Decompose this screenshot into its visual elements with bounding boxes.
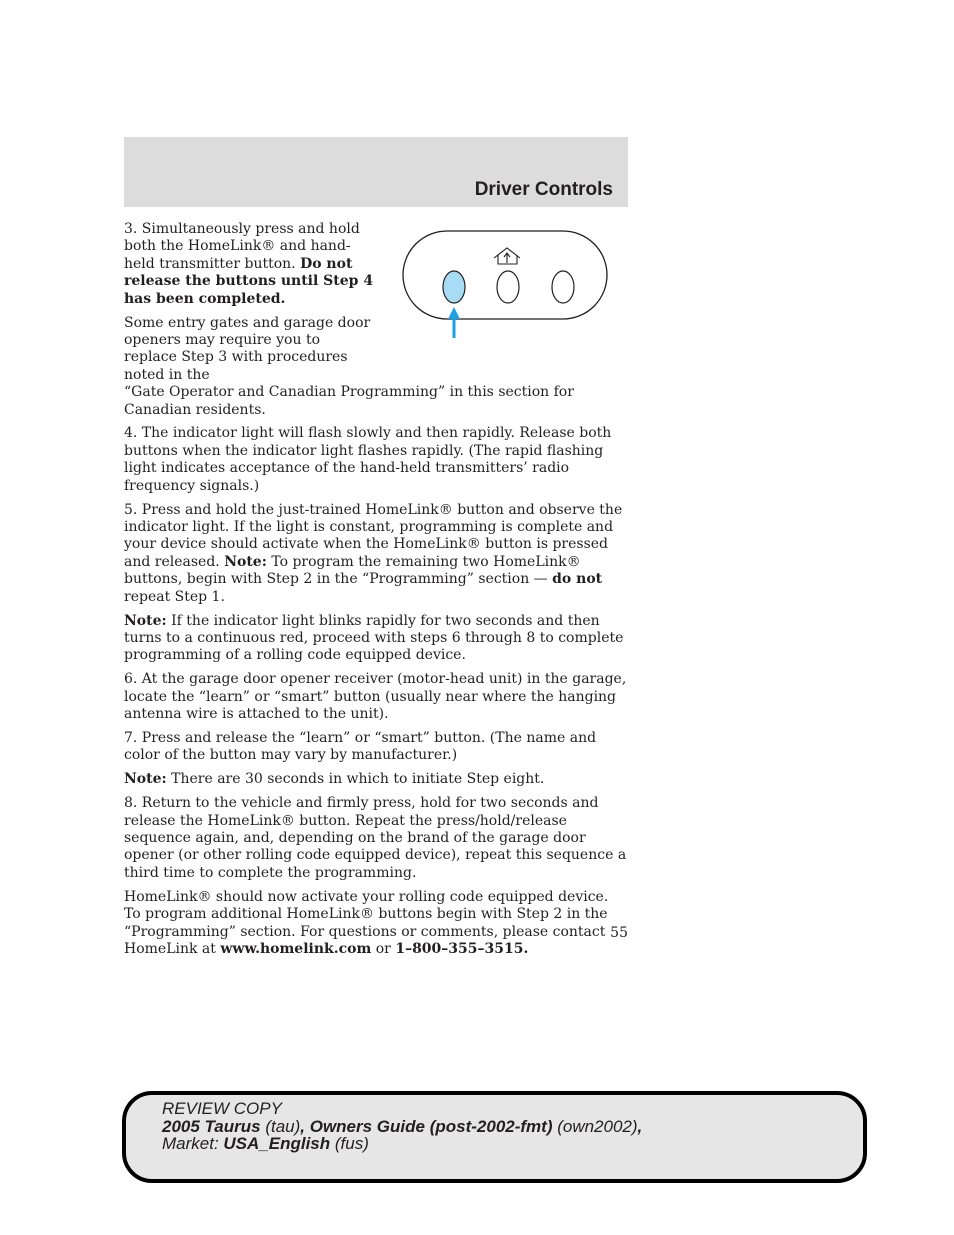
step-7: 7. Press and release the “learn” or “smart” button. (The name and color of the button may vary by manufacturer.) (124, 729, 597, 764)
step-3-note: Some entry gates and garage door openers may require you to replace Step 3 with procedures noted in the “Gate Operator and Canadian Programming” in this section for Canadian residents. (124, 314, 574, 418)
footer-market-line: Market: USA_English (fus) (162, 1134, 369, 1153)
step-4: 4. The indicator light will flash slowly and then rapidly. Release both buttons when the indicator light flashes rapidly. (The rapid flashing light indicates acceptance of the hand-held transmitters’ radio frequency signals.) (124, 425, 612, 494)
section-title: Driver Controls (474, 179, 613, 200)
note-blink: Note: If the indicator light blinks rapidly for two seconds and then turns to a continuous red, proceed with steps 6 through 8 to complete programming of a rolling code equipped device. (124, 612, 624, 664)
step-8: 8. Return to the vehicle and firmly press, hold for two seconds and release the HomeLink® button. Repeat the press/hold/release sequence again, and, depending on the brand of the garage door opener (or other rolling code equipped device), repeat this sequence a third time to complete the programming. (124, 795, 627, 881)
review-copy-label: REVIEW COPY (162, 1099, 282, 1118)
header-band (124, 137, 628, 207)
step-6: 6. At the garage door opener receiver (motor-head unit) in the garage, locate the “learn” or “smart” button (usually near where the hanging antenna wire is attached to the unit). (124, 671, 627, 723)
note-30-seconds: Note: There are 30 seconds in which to initiate Step eight. (124, 771, 545, 788)
review-footer (122, 1091, 867, 1183)
footer-guide-line: 2005 Taurus (tau), Owners Guide (post-2002-fmt) (own2002), (162, 1116, 643, 1136)
homelink-phone: 1–800–355–3515. (395, 940, 529, 957)
body-text (124, 221, 629, 965)
step-3: 3. Simultaneously press and hold both the HomeLink® and hand-held transmitter button. Do not release the buttons until Step 4 has been completed. (124, 221, 374, 307)
homelink-url: www.homelink.com (220, 940, 372, 957)
step-5: 5. Press and hold the just-trained HomeLink® button and observe the indicator light. If the light is constant, programming is complete and your device should activate when the HomeLink® button is pressed and released. Note: To program the remaining two HomeLink® buttons, begin with Step 2 in the “Programming” section — do not repeat Step 1. (124, 501, 623, 605)
homelink-contact: HomeLink® should now activate your rolling code equipped device. To program additional HomeLink® buttons begin with Step 2 in the “Programming” section. For questions or comments, please contact HomeLink at www.homelink.com or 1–800–355–3515. (124, 888, 609, 957)
footer-text (162, 1100, 642, 1153)
page-number: 55 (610, 925, 628, 941)
